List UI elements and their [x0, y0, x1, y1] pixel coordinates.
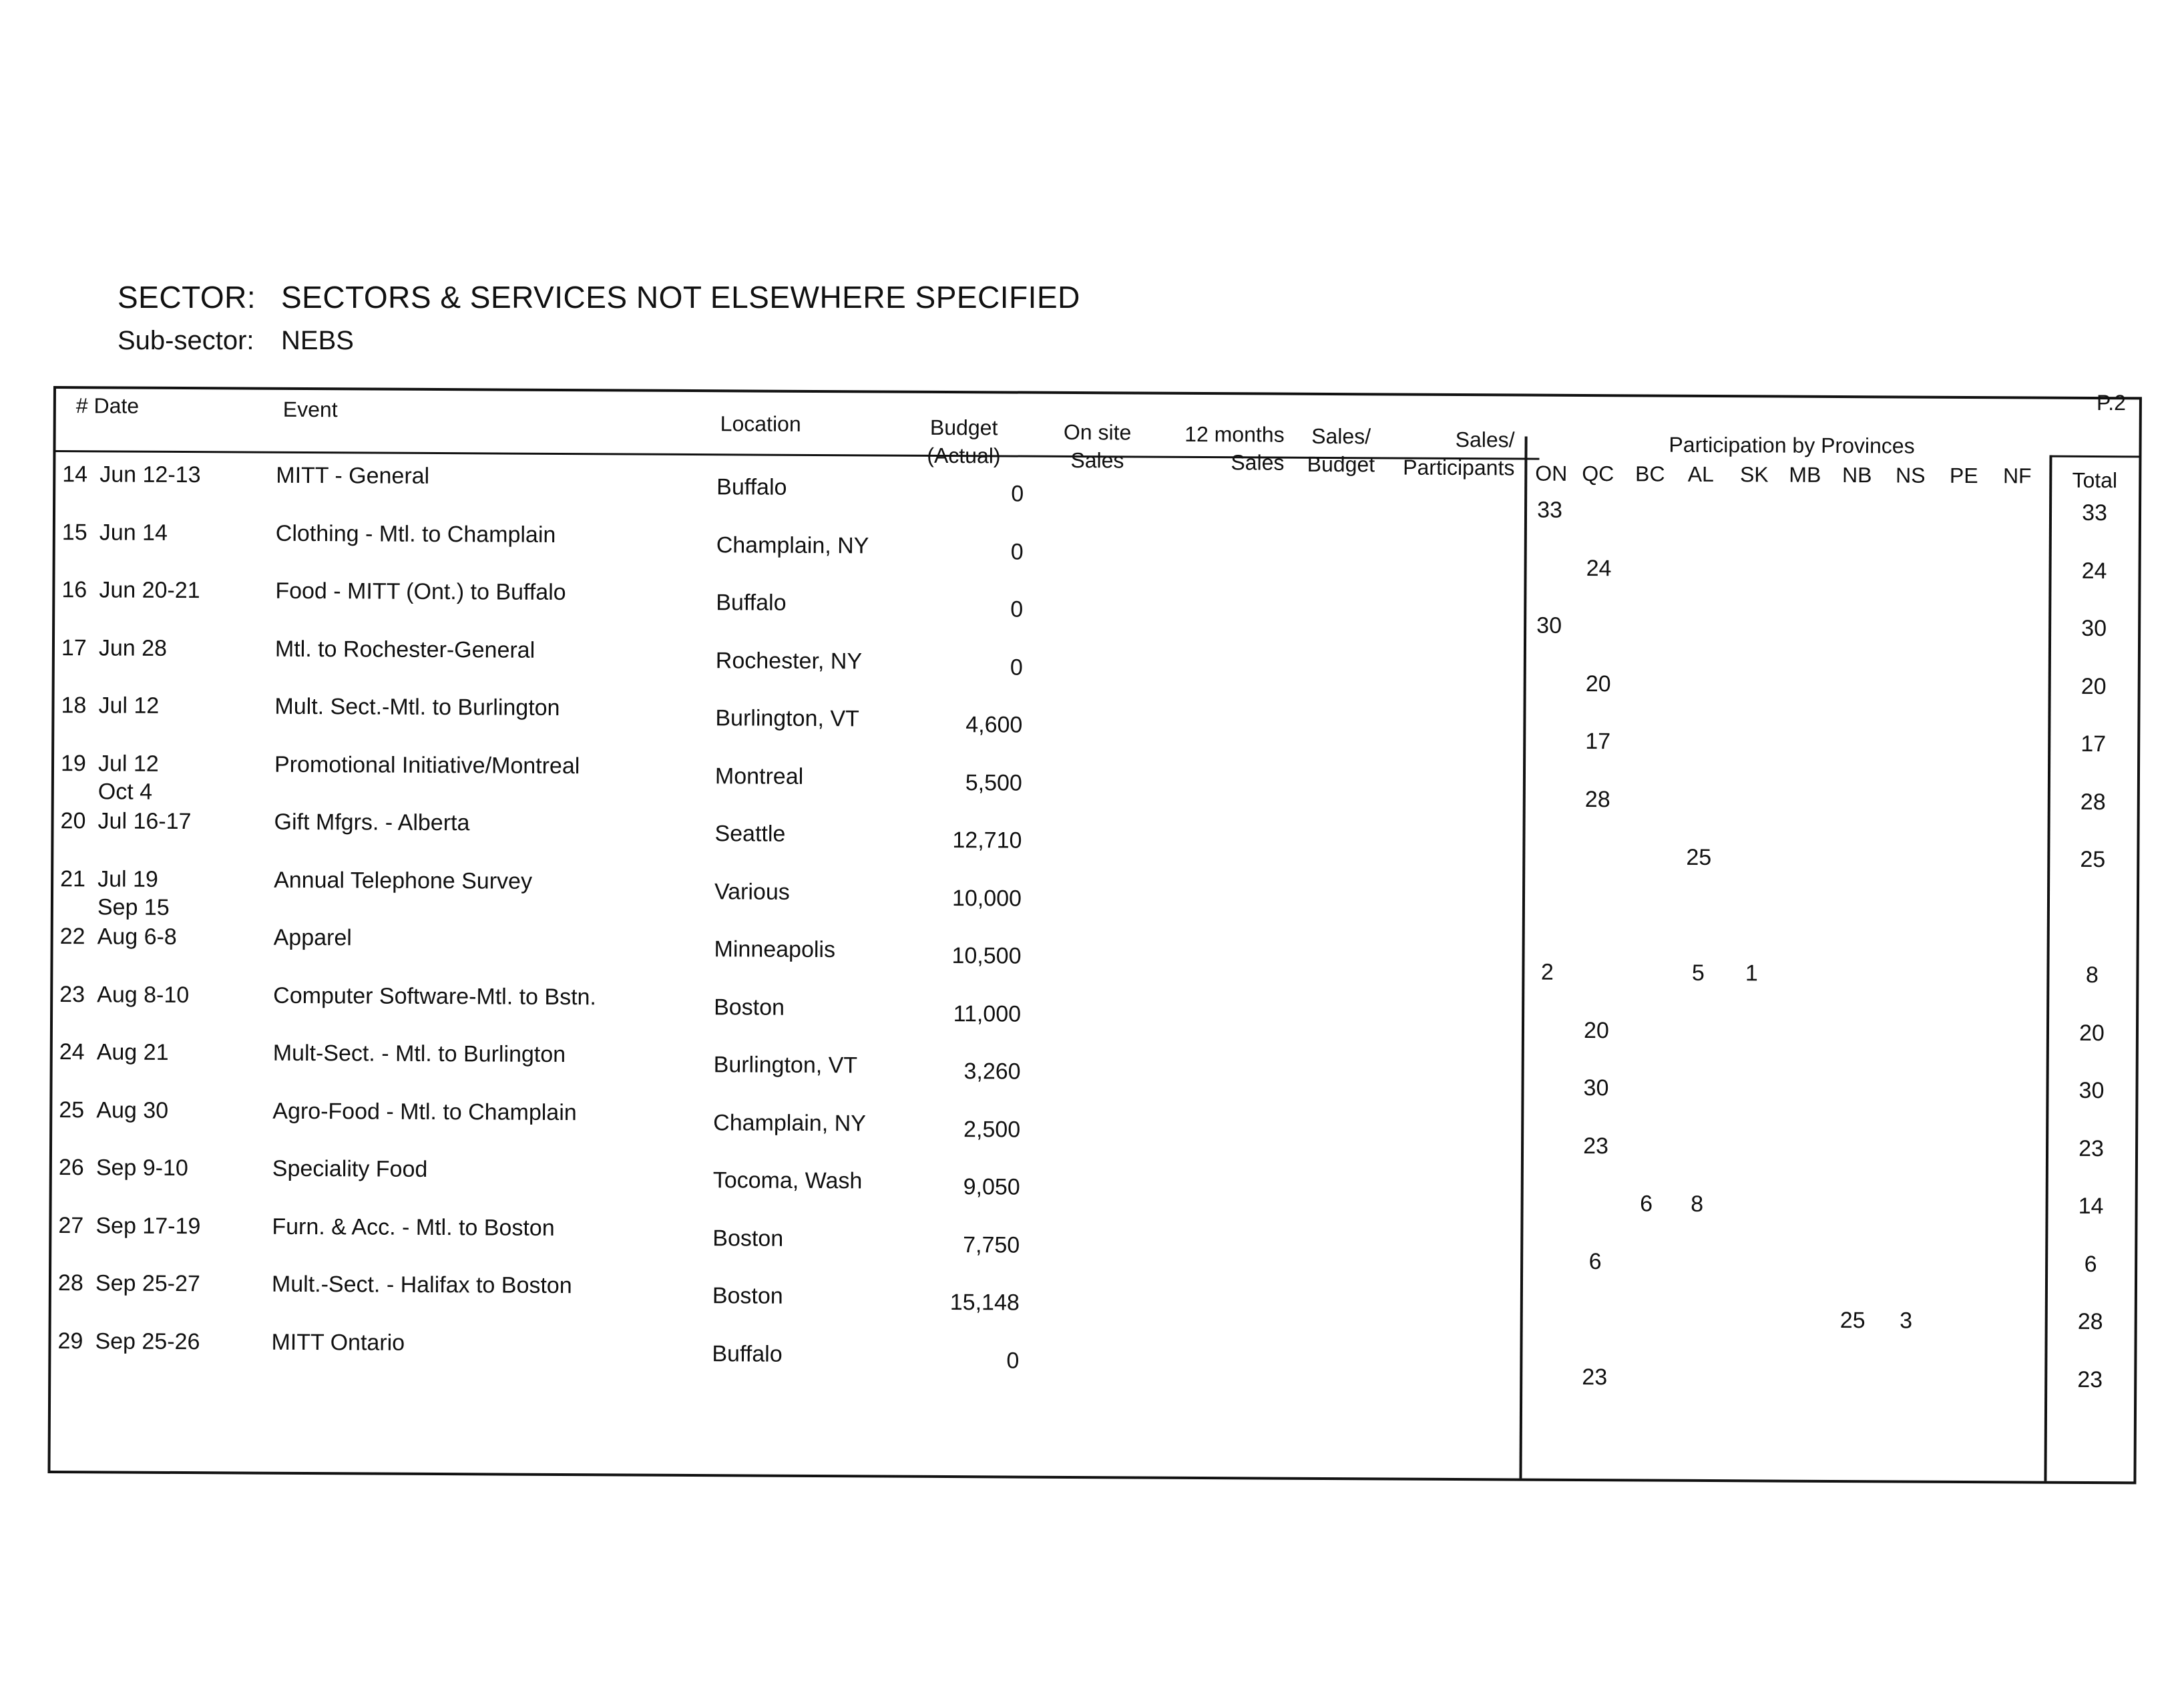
table-row: [55, 576, 2138, 643]
cell-date: Jun 12-13: [99, 461, 201, 488]
col-onsite-line2: Sales: [1070, 447, 1124, 473]
cell-total: 20: [2081, 673, 2107, 699]
cell-location: Montreal: [714, 763, 804, 789]
cell-num: 24: [59, 1039, 85, 1065]
col-budget: [903, 413, 1024, 470]
col-nb: NB: [1842, 463, 1872, 488]
cell-budget: 0: [1010, 596, 1024, 622]
cell-sk: 1: [1745, 960, 1758, 986]
cell-location: Seattle: [714, 821, 786, 847]
table-row: [53, 923, 2136, 990]
cell-event: Mult. Sect.-Mtl. to Burlington: [274, 693, 560, 721]
cell-event: Speciality Food: [272, 1155, 428, 1182]
cell-date: Aug 8-10: [97, 981, 190, 1008]
cell-num: 17: [61, 634, 87, 661]
cell-location: Various: [714, 878, 790, 905]
cell-event: Mult-Sect. - Mtl. to Burlington: [272, 1040, 566, 1068]
col-pe: PE: [1949, 463, 1978, 488]
cell-date: Jul 19: [97, 866, 158, 892]
cell-budget: 10,000: [951, 885, 1022, 912]
cell-date2: [96, 1182, 256, 1183]
cell-on: 2: [1540, 959, 1554, 985]
cell-nb: 25: [1839, 1308, 1866, 1334]
cell-budget: 12,710: [952, 827, 1022, 854]
cell-budget: 5,500: [965, 769, 1023, 796]
cell-location: Rochester, NY: [715, 647, 863, 674]
col-budget-line1: Budget: [929, 415, 998, 440]
cell-total: 28: [2077, 1308, 2103, 1335]
cell-qc: 20: [1585, 671, 1611, 697]
cell-location: Champlain, NY: [713, 1109, 866, 1136]
cell-num: 27: [58, 1212, 84, 1238]
cell-date: Sep 9-10: [95, 1155, 188, 1181]
cell-event: Apparel: [273, 924, 352, 951]
col-onsite-line1: On site: [1063, 419, 1132, 445]
cell-total: 14: [2078, 1193, 2104, 1219]
cell-event: Annual Telephone Survey: [274, 867, 533, 894]
cell-qc: 23: [1582, 1364, 1608, 1390]
cell-total: 33: [2082, 500, 2108, 526]
cell-num: 20: [60, 808, 86, 834]
cell-num: 15: [61, 519, 87, 545]
cell-qc: 17: [1585, 729, 1611, 755]
cell-location: Buffalo: [716, 590, 787, 616]
subsector-label: Sub-sector:: [118, 326, 254, 355]
cell-budget: 4,600: [965, 712, 1023, 738]
cell-budget: 0: [1010, 539, 1024, 565]
cell-date: Jun 20-21: [99, 577, 200, 604]
cell-date: Jul 12: [98, 693, 160, 719]
cell-location: Tocoma, Wash: [712, 1167, 863, 1194]
cell-event: Computer Software-Mtl. to Bstn.: [273, 982, 597, 1010]
table-row: [51, 1270, 2135, 1336]
cell-date: Jul 12: [97, 750, 159, 777]
cell-date: Jun 14: [99, 519, 168, 546]
cell-location: Champlain, NY: [716, 532, 869, 558]
table-row: [55, 461, 2139, 528]
table-row: [52, 1039, 2135, 1105]
cell-num: 16: [61, 577, 87, 603]
table-row: [54, 692, 2137, 759]
cell-location: Boston: [712, 1283, 783, 1309]
cell-date2: [99, 489, 260, 490]
col-12m-line2: Sales: [1231, 450, 1285, 475]
cell-date: Aug 21: [96, 1039, 169, 1065]
cell-bc: 6: [1640, 1191, 1653, 1217]
cell-event: MITT Ontario: [271, 1329, 405, 1356]
cell-total: 23: [2079, 1135, 2105, 1161]
cell-total: 6: [2084, 1251, 2097, 1277]
cell-total: 30: [2081, 615, 2107, 642]
cell-location: Minneapolis: [714, 936, 836, 963]
cell-location: Burlington, VT: [715, 705, 859, 732]
col-sp-line1: Sales/: [1455, 427, 1515, 452]
col-12m-line1: 12 months: [1184, 421, 1285, 447]
cell-al: 25: [1686, 844, 1712, 871]
cell-budget: 2,500: [963, 1116, 1021, 1143]
page-number: P.2: [2097, 391, 2126, 415]
cell-num: 19: [60, 750, 86, 776]
cell-on: 33: [1537, 497, 1563, 523]
cell-total: 23: [2077, 1366, 2103, 1392]
cell-total: 30: [2079, 1077, 2105, 1104]
cell-num: 26: [58, 1155, 84, 1181]
cell-qc: 6: [1588, 1248, 1602, 1274]
cell-num: 28: [57, 1270, 83, 1296]
cell-location: Buffalo: [716, 474, 787, 500]
cell-date2: [98, 720, 258, 721]
cell-total: 28: [2080, 789, 2106, 815]
cell-num: 23: [59, 981, 85, 1007]
col-nf: NF: [2002, 463, 2032, 488]
cell-al: 8: [1691, 1191, 1704, 1217]
table-row: [53, 807, 2137, 874]
cell-total: 20: [2079, 1020, 2105, 1046]
cell-qc: 30: [1583, 1075, 1609, 1101]
table-row: [54, 750, 2137, 817]
cell-date2: [97, 1009, 257, 1010]
cell-num: 29: [57, 1328, 83, 1354]
cell-qc: 20: [1583, 1017, 1609, 1043]
cell-num: 21: [60, 866, 86, 892]
cell-total: 25: [2080, 846, 2106, 873]
subsector-value: NEBS: [281, 326, 354, 355]
cell-budget: 10,500: [951, 943, 1022, 969]
cell-budget: 0: [1010, 654, 1023, 681]
cell-date: Sep 25-26: [95, 1328, 200, 1354]
col-bc: BC: [1635, 461, 1665, 486]
table-row: [55, 519, 2139, 586]
cell-date2: [95, 1240, 256, 1241]
col-sb-line1: Sales/: [1311, 423, 1371, 449]
col-qc: QC: [1582, 461, 1614, 486]
cell-event: Agro-Food - Mtl. to Champlain: [272, 1098, 577, 1125]
table-row: [52, 1154, 2135, 1221]
events-table: [47, 386, 2141, 1484]
cell-event: Mtl. to Rochester-General: [274, 636, 535, 663]
subsector-heading: [118, 326, 354, 356]
col-budget-line2: (Actual): [927, 443, 1001, 468]
col-on: ON: [1535, 461, 1568, 486]
cell-budget: 3,260: [963, 1059, 1021, 1085]
cell-event: Food - MITT (Ont.) to Buffalo: [275, 578, 566, 606]
cell-ns: 3: [1900, 1308, 1913, 1334]
cell-date: Jun 28: [98, 634, 168, 661]
cell-date: Aug 6-8: [97, 924, 177, 950]
cell-event: Clothing - Mtl. to Champlain: [275, 520, 556, 548]
cell-date2: Oct 4: [97, 778, 153, 805]
sector-value: SECTORS & SERVICES NOT ELSEWHERE SPECIFIED: [281, 280, 1080, 315]
cell-budget: 15,148: [949, 1290, 1020, 1316]
cell-event: Furn. & Acc. - Mtl. to Boston: [272, 1213, 555, 1241]
col-total: Total: [2072, 467, 2118, 493]
cell-num: 25: [59, 1097, 85, 1123]
cell-date: Sep 17-19: [95, 1212, 201, 1239]
col-sb-line2: Budget: [1307, 451, 1375, 477]
cell-event: MITT - General: [276, 462, 430, 489]
cell-qc: 23: [1583, 1133, 1609, 1159]
total-header-rule: [2049, 455, 2139, 458]
table-row: [51, 1212, 2135, 1279]
col-ns: NS: [1896, 463, 1926, 488]
cell-event: Mult.-Sect. - Halifax to Boston: [271, 1271, 572, 1299]
cell-total: 8: [2085, 962, 2099, 988]
cell-num: 14: [62, 461, 88, 488]
cell-date: Jul 16-17: [97, 808, 192, 835]
cell-location: Boston: [714, 994, 785, 1020]
cell-date2: Sep 15: [97, 894, 170, 920]
table-row: [52, 1097, 2135, 1163]
col-sp-line2: Participants: [1403, 455, 1515, 480]
cell-budget: 0: [1011, 481, 1024, 507]
cell-budget: 11,000: [953, 1000, 1022, 1027]
cell-budget: 7,750: [963, 1232, 1020, 1258]
cell-num: 22: [59, 924, 85, 950]
cell-location: Burlington, VT: [713, 1052, 858, 1079]
cell-budget: 0: [1006, 1347, 1020, 1374]
cell-date2: [97, 951, 258, 952]
cell-al: 5: [1691, 960, 1705, 986]
cell-event: Gift Mfgrs. - Alberta: [274, 809, 470, 836]
sector-heading: [118, 279, 1080, 315]
cell-total: 17: [2081, 731, 2107, 757]
cell-qc: 28: [1584, 786, 1610, 812]
table-row: [53, 866, 2137, 932]
cell-on: 30: [1536, 612, 1562, 638]
cell-total: 24: [2081, 558, 2107, 584]
col-sk: SK: [1739, 462, 1769, 487]
cell-location: Buffalo: [712, 1340, 783, 1367]
cell-date2: [99, 547, 260, 548]
cell-event: Promotional Initiative/Montreal: [274, 751, 580, 779]
col-al: AL: [1687, 461, 1714, 487]
col-location: Location: [720, 411, 801, 436]
cell-date2: [99, 604, 259, 605]
table-row: [51, 1328, 2134, 1394]
table-row: [55, 634, 2138, 701]
cell-date: Aug 30: [96, 1097, 169, 1123]
sector-label: SECTOR:: [118, 280, 256, 315]
cell-budget: 9,050: [963, 1174, 1020, 1200]
table-row: [53, 981, 2136, 1048]
cell-date2: [97, 835, 258, 836]
col-participation: Participation by Provinces: [1669, 432, 1915, 458]
col-mb: MB: [1789, 462, 1821, 487]
col-num-date: # Date: [75, 393, 140, 418]
cell-location: Boston: [712, 1225, 784, 1252]
cell-date: Sep 25-27: [95, 1270, 200, 1297]
cell-qc: 24: [1586, 555, 1612, 581]
col-event: Event: [282, 397, 338, 422]
cell-num: 18: [61, 693, 87, 719]
